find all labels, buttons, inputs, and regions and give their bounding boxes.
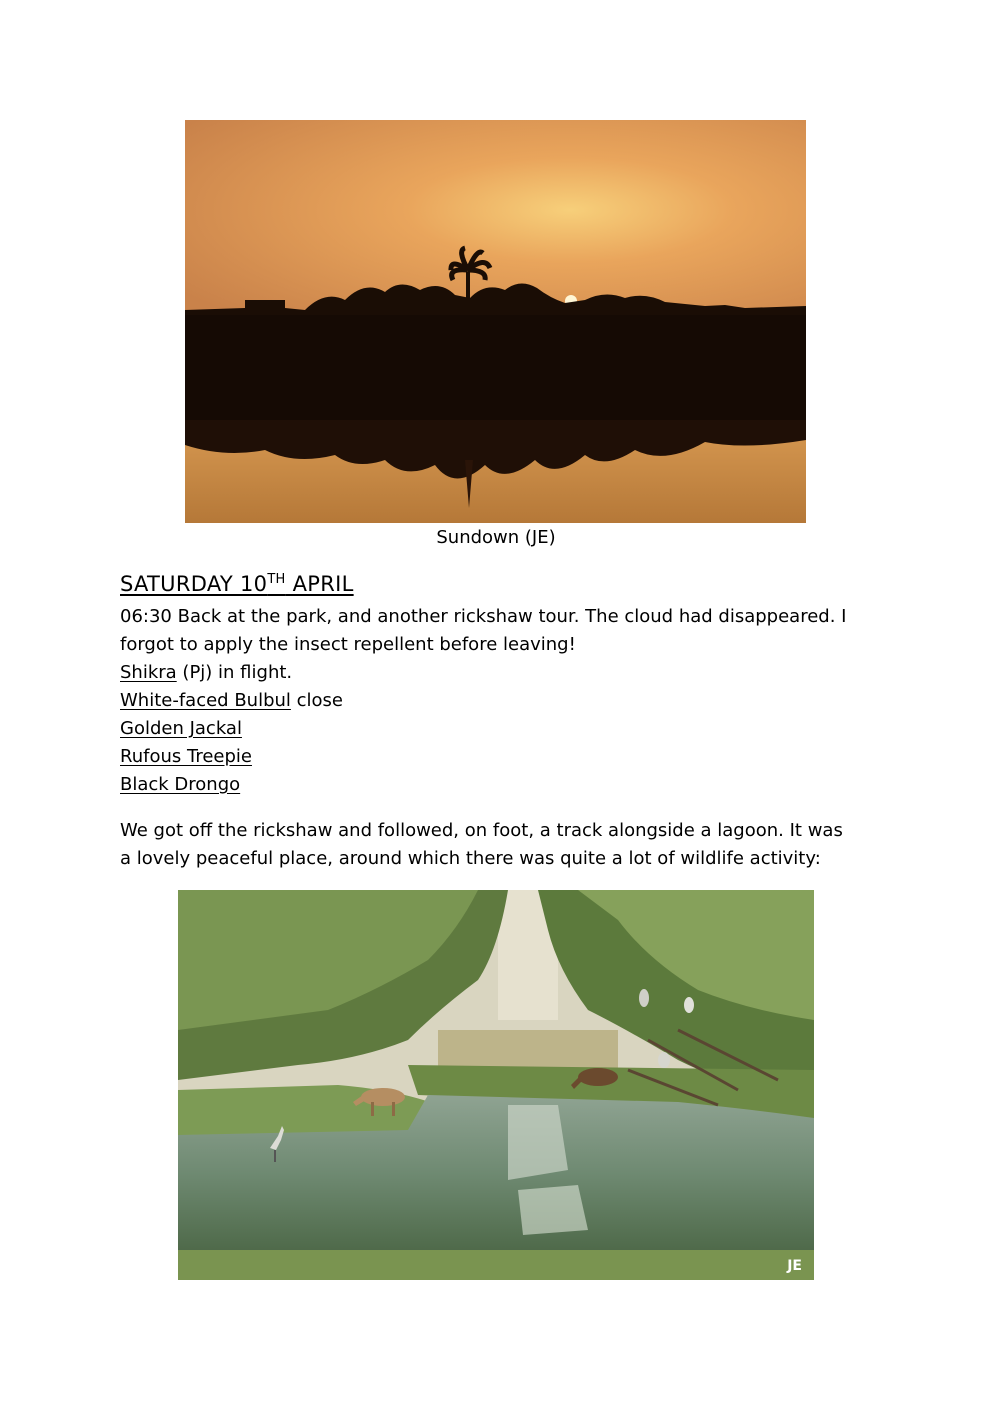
paragraph-line-1: We got off the rickshaw and followed, on foot, a track alongside a lagoon. It was [120,820,843,841]
species-name: Golden Jackal [120,718,242,739]
intro-line-1: 06:30 Back at the park, and another rickshaw tour. The cloud had disappeared. I [120,606,847,627]
sighting-item [120,659,846,687]
date-heading-month: APRIL [285,572,354,596]
day-text [120,603,846,799]
species-note: close [290,690,344,711]
date-heading-superscript: TH [267,572,286,587]
sundown-photo [185,120,806,523]
paragraph-line-2: a lovely peaceful place, around which there was quite a lot of wildlife activity: [120,848,821,869]
sundown-caption: Sundown (JE) [436,527,556,548]
species-name: Rufous Treepie [120,746,252,767]
date-heading [120,572,354,596]
sighting-item [120,743,846,771]
photo-credit: JE [787,1258,802,1274]
species-name: Shikra [120,662,177,683]
species-name: White-faced Bulbul [120,690,291,711]
date-heading-text: SATURDAY 10 [120,572,268,596]
lagoon-paragraph [120,817,843,873]
species-name: Black Drongo [120,774,241,795]
sighting-item [120,715,846,743]
sighting-item [120,771,846,799]
intro-line-2: forgot to apply the insect repellent before leaving! [120,634,576,655]
sighting-item [120,687,846,715]
species-note: (Pj) in flight. [176,662,293,683]
lagoon-photo [178,890,814,1280]
